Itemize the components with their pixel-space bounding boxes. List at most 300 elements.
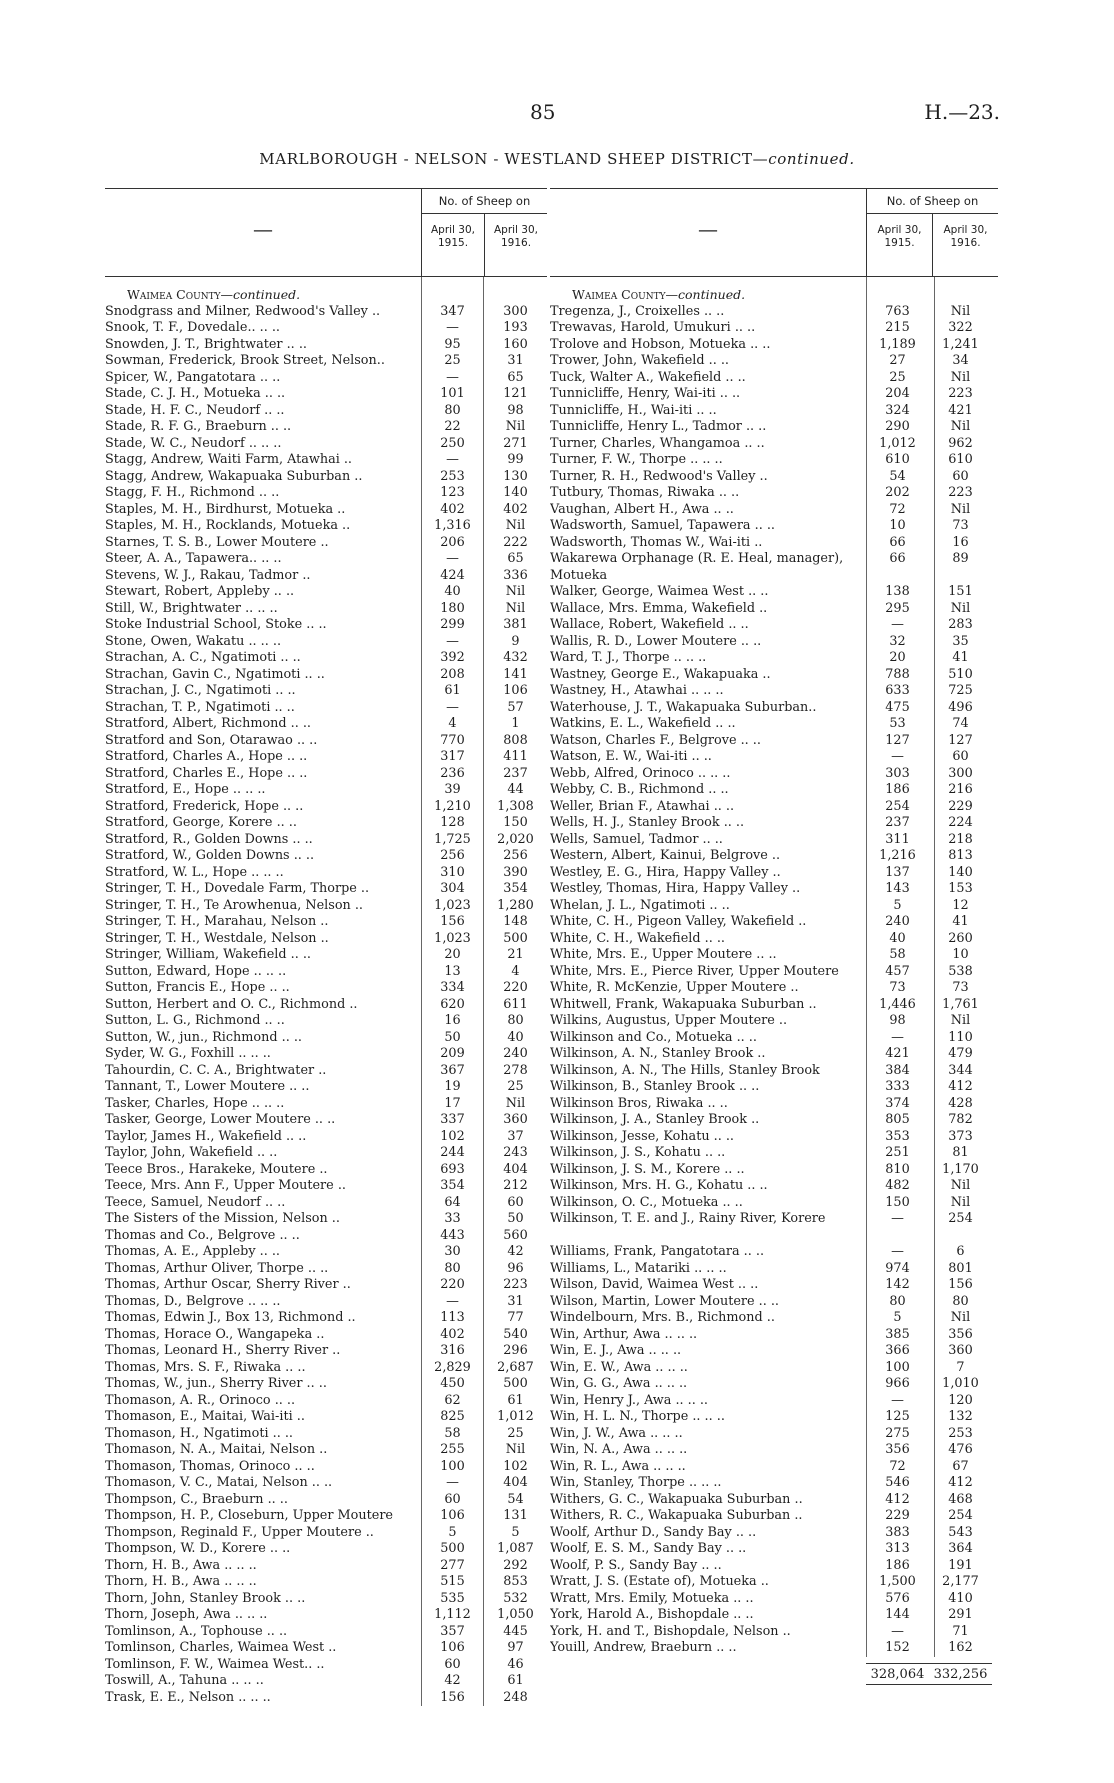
count-1916: Nil xyxy=(950,419,971,434)
count-1916: 99 xyxy=(507,452,524,467)
count-1915: 98 xyxy=(889,1013,906,1028)
owner-name: Wilkinson, Mrs. H. G., Kohatu .. .. xyxy=(550,1178,768,1193)
owner-name: Watkins, E. L., Wakefield .. .. xyxy=(550,716,736,731)
count-1915: 101 xyxy=(440,386,465,401)
owner-name: Stagg, F. H., Richmond .. .. xyxy=(105,485,280,500)
count-1915: 137 xyxy=(885,864,910,880)
table-row xyxy=(550,337,998,354)
owner-name: Thompson, C., Braeburn .. .. xyxy=(105,1491,288,1507)
count-1916: 336 xyxy=(503,567,528,583)
table-row xyxy=(550,386,998,403)
section-heading-suffix: continued. xyxy=(233,287,301,302)
table-row xyxy=(105,551,547,568)
table-row xyxy=(550,1145,998,1162)
owner-name: Williams, Frank, Pangatotara .. .. xyxy=(550,1244,765,1259)
count-1915: 303 xyxy=(885,765,910,781)
count-1916: Nil xyxy=(505,1095,526,1111)
count-1915: 19 xyxy=(444,1079,461,1094)
count-1915: 58 xyxy=(444,1425,461,1441)
count-1915: 152 xyxy=(885,1640,910,1655)
owner-name: Thomason, Thomas, Orinoco .. .. xyxy=(105,1458,315,1474)
table-row xyxy=(105,947,547,964)
count-1916: 611 xyxy=(503,996,528,1012)
table-row xyxy=(105,337,547,354)
section-heading xyxy=(550,287,998,304)
count-1916: 218 xyxy=(948,831,973,847)
count-1916: 243 xyxy=(503,1145,528,1160)
count-1915: 385 xyxy=(885,1326,910,1342)
count-1916: 479 xyxy=(948,1046,973,1061)
owner-name: Thomas, Arthur Oscar, Sherry River .. xyxy=(105,1277,351,1292)
right-table-header xyxy=(550,188,998,277)
owner-name: Wilkinson, J. S. M., Korere .. .. xyxy=(550,1161,745,1177)
owner-name: Thorn, H. B., Awa .. .. .. xyxy=(105,1557,257,1573)
owner-name: Webby, C. B., Richmond .. .. xyxy=(550,782,729,797)
count-1915: 576 xyxy=(885,1590,910,1606)
owner-name: White, Mrs. E., Pierce River, Upper Moutere xyxy=(550,963,839,979)
sheep-count-label: No. of Sheep on xyxy=(422,189,547,214)
count-1916: 496 xyxy=(948,699,973,715)
count-1916: 237 xyxy=(503,765,528,781)
count-1916: 543 xyxy=(948,1524,973,1540)
count-1916: 156 xyxy=(948,1277,973,1292)
count-1915: — xyxy=(446,320,459,335)
count-1916: 402 xyxy=(503,501,528,517)
table-row xyxy=(550,1607,998,1624)
count-1916: 89 xyxy=(952,551,969,566)
table-row xyxy=(105,881,547,898)
table-row xyxy=(550,436,998,453)
count-1915: 383 xyxy=(885,1524,910,1540)
owner-name: Stratford, Frederick, Hope .. .. xyxy=(105,798,304,814)
count-1916: 292 xyxy=(503,1557,528,1573)
count-1916: 25 xyxy=(507,1425,524,1441)
table-row xyxy=(105,1079,547,1096)
count-1915: 106 xyxy=(440,1640,465,1655)
owner-name: Wilkinson, A. N., The Hills, Stanley Brook xyxy=(550,1062,820,1078)
owner-name: Thomas, Edwin J., Box 13, Richmond .. xyxy=(105,1310,356,1325)
count-1915: 40 xyxy=(444,584,461,599)
count-1915: 206 xyxy=(440,534,465,550)
table-row xyxy=(550,304,998,321)
table-row xyxy=(550,799,998,816)
table-row xyxy=(550,1442,998,1459)
count-1916: 962 xyxy=(948,435,973,451)
owner-name: White, Mrs. E., Upper Moutere .. .. xyxy=(550,947,777,962)
table-row xyxy=(105,832,547,849)
owner-name: Stagg, Andrew, Wakapuaka Suburban .. xyxy=(105,468,363,484)
count-1916: 296 xyxy=(503,1343,528,1358)
table-row xyxy=(105,502,547,519)
count-1916: 220 xyxy=(503,980,528,995)
count-1916: 354 xyxy=(503,881,528,896)
count-1916: 381 xyxy=(503,617,528,632)
sheep-count-header xyxy=(866,189,998,276)
count-1915: 32 xyxy=(889,633,906,649)
count-1916: 364 xyxy=(948,1541,973,1556)
owner-name: Tuck, Walter A., Wakefield .. .. xyxy=(550,369,746,385)
count-1915: 610 xyxy=(885,452,910,467)
document-reference: H.—23. xyxy=(924,100,1000,124)
count-1916: 445 xyxy=(503,1623,528,1639)
count-1916: 41 xyxy=(952,914,969,929)
owner-name: Strachan, A. C., Ngatimoti .. .. xyxy=(105,650,301,665)
count-1916: 96 xyxy=(507,1260,524,1276)
count-1916: 61 xyxy=(507,1392,524,1408)
count-1916: 2,020 xyxy=(497,831,534,847)
count-1915: 138 xyxy=(885,584,910,599)
count-1915: 125 xyxy=(885,1409,910,1424)
table-row xyxy=(550,1558,998,1575)
name-column-header: — xyxy=(253,217,273,241)
count-1916: Nil xyxy=(950,1178,971,1193)
count-1916: 120 xyxy=(948,1392,973,1408)
count-1916: 300 xyxy=(503,303,528,319)
table-row xyxy=(105,1591,547,1608)
table-row xyxy=(550,1360,998,1377)
count-1916: 356 xyxy=(948,1326,973,1342)
count-1916: 140 xyxy=(948,864,973,880)
count-1916: 4 xyxy=(511,963,520,979)
count-1916: 532 xyxy=(503,1590,528,1606)
count-1916: 1,050 xyxy=(497,1607,534,1622)
count-1915: 825 xyxy=(440,1409,465,1424)
totals-row xyxy=(550,1663,998,1685)
owner-name: Tregenza, J., Croixelles .. .. xyxy=(550,303,725,319)
count-1916: 1,010 xyxy=(942,1376,979,1391)
count-1916: 6 xyxy=(956,1244,965,1259)
owner-name: Wells, Samuel, Tadmor .. .. xyxy=(550,831,723,847)
owner-name: White, C. H., Pigeon Valley, Wakefield .. xyxy=(550,914,807,929)
count-1915: — xyxy=(891,1244,904,1259)
count-1916: 60 xyxy=(952,749,969,764)
count-1916: 2,177 xyxy=(942,1574,979,1589)
owner-name: Win, N. A., Awa .. .. .. xyxy=(550,1442,688,1457)
owner-name: Thomas, Horace O., Wangapeka .. xyxy=(105,1326,325,1342)
owner-name: Stratford, R., Golden Downs .. .. xyxy=(105,831,313,847)
owner-name: Thomason, N. A., Maitai, Nelson .. xyxy=(105,1442,328,1457)
count-1916: 191 xyxy=(948,1557,973,1573)
count-1916: 248 xyxy=(503,1689,528,1705)
table-row xyxy=(105,997,547,1014)
owner-name: Wastney, H., Atawhai .. .. .. xyxy=(550,683,724,698)
owner-name: Withers, G. C., Wakapuaka Suburban .. xyxy=(550,1491,803,1507)
owner-name: Wastney, George E., Wakapuaka .. xyxy=(550,666,771,682)
table-row xyxy=(105,568,547,585)
count-1916: 404 xyxy=(503,1161,528,1177)
owner-name: Wallace, Mrs. Emma, Wakefield .. xyxy=(550,600,768,616)
count-1916: 2,687 xyxy=(497,1359,534,1375)
count-1916: 132 xyxy=(948,1409,973,1424)
count-1916: 37 xyxy=(507,1128,524,1144)
count-1915: 10 xyxy=(889,518,906,533)
count-1915: 475 xyxy=(885,699,910,715)
owner-name: Trewavas, Harold, Umukuri .. .. xyxy=(550,320,756,335)
table-row xyxy=(550,551,998,584)
owner-name: Turner, F. W., Thorpe .. .. .. xyxy=(550,452,723,467)
table-row xyxy=(105,535,547,552)
table-row xyxy=(105,1376,547,1393)
count-1915: — xyxy=(891,1029,904,1045)
count-1916: 81 xyxy=(952,1145,969,1160)
owner-name: Toswill, A., Tahuna .. .. .. xyxy=(105,1673,264,1688)
table-row xyxy=(550,1079,998,1096)
count-1916: 1,170 xyxy=(942,1161,979,1177)
table-row xyxy=(105,1244,547,1261)
count-1916: 31 xyxy=(507,353,524,368)
owner-name: Steer, A. A., Tapawera.. .. .. xyxy=(105,551,282,566)
table-row xyxy=(550,1277,998,1294)
count-1915: 402 xyxy=(440,501,465,517)
table-row xyxy=(105,1624,547,1641)
count-1915: 5 xyxy=(893,1310,902,1325)
count-1916: 193 xyxy=(503,320,528,335)
count-1916: 42 xyxy=(507,1244,524,1259)
table-row xyxy=(105,1360,547,1377)
owner-name: Tomlinson, F. W., Waimea West.. .. xyxy=(105,1656,325,1672)
count-1915: 316 xyxy=(440,1343,465,1358)
count-1916: 73 xyxy=(952,980,969,995)
count-1915: 763 xyxy=(885,303,910,319)
count-1915: 20 xyxy=(889,650,906,665)
table-row xyxy=(550,1525,998,1542)
count-1915: 974 xyxy=(885,1260,910,1276)
owner-name: Staples, M. H., Birdhurst, Motueka .. xyxy=(105,501,346,517)
count-1916: 428 xyxy=(948,1095,973,1111)
count-1915: 366 xyxy=(885,1343,910,1358)
owner-name: Thomason, V. C., Matai, Nelson .. .. xyxy=(105,1475,333,1490)
count-1916: 148 xyxy=(503,914,528,929)
table-row xyxy=(105,634,547,651)
table-row xyxy=(105,1063,547,1080)
owner-name: Thomas, W., jun., Sherry River .. .. xyxy=(105,1376,327,1391)
count-1916: Nil xyxy=(505,600,526,616)
count-1916: 432 xyxy=(503,650,528,665)
count-1915: — xyxy=(891,1211,904,1226)
owner-name: Thompson, W. D., Korere .. .. xyxy=(105,1541,291,1556)
count-1916: Nil xyxy=(505,584,526,599)
count-1915: 374 xyxy=(885,1095,910,1111)
count-1916: 73 xyxy=(952,518,969,533)
count-1916: 80 xyxy=(507,1013,524,1028)
table-row xyxy=(550,1195,998,1212)
owner-name: The Sisters of the Mission, Nelson .. xyxy=(105,1211,340,1226)
count-1915: 27 xyxy=(889,353,906,368)
table-row xyxy=(105,766,547,783)
table-row xyxy=(550,1294,998,1311)
count-1915: 113 xyxy=(440,1310,465,1325)
count-1915: 95 xyxy=(444,336,461,352)
count-1916: 102 xyxy=(503,1458,528,1474)
count-1916: 404 xyxy=(503,1475,528,1490)
table-row xyxy=(105,320,547,337)
count-1915: 295 xyxy=(885,600,910,616)
count-1915: 1,189 xyxy=(879,336,916,352)
count-1915: 220 xyxy=(440,1277,465,1292)
count-1916: 16 xyxy=(952,534,969,550)
count-1915: 30 xyxy=(444,1244,461,1259)
owner-name: Thorn, John, Stanley Brook .. .. xyxy=(105,1590,306,1606)
owner-name: Teece, Samuel, Neudorf .. .. xyxy=(105,1194,286,1210)
table-row xyxy=(550,650,998,667)
count-1915: 100 xyxy=(440,1458,465,1474)
count-1915: 353 xyxy=(885,1128,910,1144)
owner-name: Turner, R. H., Redwood's Valley .. xyxy=(550,468,768,484)
count-1916: 162 xyxy=(948,1640,973,1655)
count-1916: 278 xyxy=(503,1062,528,1078)
count-1916: Nil xyxy=(950,1013,971,1028)
count-1915: 80 xyxy=(889,1293,906,1309)
table-row xyxy=(550,667,998,684)
count-1916: 253 xyxy=(948,1425,973,1441)
count-1916: 57 xyxy=(507,699,524,715)
count-1916: 256 xyxy=(503,848,528,863)
table-row xyxy=(105,485,547,502)
owner-name: Woolf, Arthur D., Sandy Bay .. .. xyxy=(550,1524,757,1540)
owner-name: Stringer, T. H., Dovedale Farm, Thorpe .. xyxy=(105,881,370,896)
count-1915: 144 xyxy=(885,1607,910,1622)
table-row xyxy=(105,914,547,931)
table-row xyxy=(550,1640,998,1657)
count-1916: 412 xyxy=(948,1079,973,1094)
owner-name: White, R. McKenzie, Upper Moutere .. xyxy=(550,980,799,995)
count-1916: 360 xyxy=(948,1343,973,1358)
count-1915: 290 xyxy=(885,419,910,434)
count-1915: 22 xyxy=(444,419,461,434)
count-1915: 13 xyxy=(444,963,461,979)
table-row xyxy=(105,1046,547,1063)
owner-name: Thomas, D., Belgrove .. .. .. xyxy=(105,1293,281,1309)
count-1915: 633 xyxy=(885,683,910,698)
owner-name: Tunnicliffe, Henry, Wai-iti .. .. xyxy=(550,386,741,401)
count-1916: 60 xyxy=(507,1194,524,1210)
count-1915: 810 xyxy=(885,1161,910,1177)
owner-name: Westley, E. G., Hira, Happy Valley .. xyxy=(550,864,781,880)
table-row xyxy=(550,749,998,766)
count-1915: 770 xyxy=(440,732,465,748)
count-1916: 373 xyxy=(948,1128,973,1144)
table-row xyxy=(105,980,547,997)
owner-name: Thorn, Joseph, Awa .. .. .. xyxy=(105,1607,268,1622)
count-1916: 97 xyxy=(507,1640,524,1655)
table-row xyxy=(550,502,998,519)
table-row xyxy=(105,865,547,882)
count-1915: 5 xyxy=(448,1524,457,1540)
count-1915: 384 xyxy=(885,1062,910,1078)
owner-name: Tannant, T., Lower Moutere .. .. xyxy=(105,1079,310,1094)
owner-name: Thomas, Mrs. S. F., Riwaka .. .. xyxy=(105,1359,306,1375)
owner-name: Wilkinson, O. C., Motueka .. .. xyxy=(550,1194,743,1210)
count-1916: 410 xyxy=(948,1590,973,1606)
count-1915: 515 xyxy=(440,1574,465,1589)
owner-name: Wilson, Martin, Lower Moutere .. .. xyxy=(550,1293,780,1309)
count-1915: 443 xyxy=(440,1227,465,1243)
table-row xyxy=(550,1244,998,1261)
count-1915: 357 xyxy=(440,1623,465,1639)
count-1916: 610 xyxy=(948,452,973,467)
table-row xyxy=(105,1178,547,1195)
table-row xyxy=(105,584,547,601)
owner-name: Stratford, Charles E., Hope .. .. xyxy=(105,765,308,781)
count-1915: 128 xyxy=(440,815,465,830)
count-1915: 53 xyxy=(889,716,906,731)
count-1916: 222 xyxy=(503,534,528,550)
count-1915: 324 xyxy=(885,402,910,418)
owner-name: Still, W., Brightwater .. .. .. xyxy=(105,600,278,616)
count-1916: 223 xyxy=(948,485,973,500)
count-1915: 1,023 xyxy=(434,930,471,946)
count-1915: 72 xyxy=(889,1458,906,1474)
owner-name: Wadsworth, Thomas W., Wai-iti .. xyxy=(550,534,763,550)
owner-name: Windelbourn, Mrs. B., Richmond .. xyxy=(550,1310,775,1325)
owner-name: Wilkinson, B., Stanley Brook .. .. xyxy=(550,1079,760,1094)
table-row xyxy=(550,1492,998,1509)
owner-name: Stratford, George, Korere .. .. xyxy=(105,815,297,830)
table-row xyxy=(105,1211,547,1228)
count-1915: 535 xyxy=(440,1590,465,1606)
count-1915: 142 xyxy=(885,1277,910,1292)
owner-name: Weller, Brian F., Atawhai .. .. xyxy=(550,798,735,814)
count-1915: — xyxy=(891,1623,904,1639)
total-1916: 332,256 xyxy=(929,1663,992,1685)
owner-name: Stone, Owen, Wakatu .. .. .. xyxy=(105,633,282,649)
table-row xyxy=(550,1327,998,1344)
table-row xyxy=(105,1343,547,1360)
count-1915: 62 xyxy=(444,1392,461,1408)
count-1916: 322 xyxy=(948,320,973,335)
owner-name: Stringer, William, Wakefield .. .. xyxy=(105,947,311,962)
count-1915: 354 xyxy=(440,1178,465,1193)
owner-name: Wilson, David, Waimea West .. .. xyxy=(550,1277,759,1292)
count-1915: 60 xyxy=(444,1491,461,1507)
owner-name: Tomlinson, Charles, Waimea West .. xyxy=(105,1640,337,1655)
owner-name: Strachan, T. P., Ngatimoti .. .. xyxy=(105,699,295,715)
owner-name: Thomas and Co., Belgrove .. .. xyxy=(105,1227,300,1243)
owner-name: Ward, T. J., Thorpe .. .. .. xyxy=(550,650,707,665)
owner-name: Wratt, J. S. (Estate of), Motueka .. xyxy=(550,1574,769,1589)
table-row xyxy=(550,683,998,700)
owner-name: Win, E. W., Awa .. .. .. xyxy=(550,1359,688,1375)
table-row xyxy=(550,865,998,882)
count-1915: 805 xyxy=(885,1112,910,1127)
count-1916: 224 xyxy=(948,815,973,830)
owner-name: Woolf, P. S., Sandy Bay .. .. xyxy=(550,1557,722,1573)
table-row xyxy=(105,1129,547,1146)
table-row xyxy=(105,749,547,766)
count-1916: 151 xyxy=(948,584,973,599)
table-row xyxy=(550,1343,998,1360)
owner-name: Watson, Charles F., Belgrove .. .. xyxy=(550,732,761,748)
count-1916: 468 xyxy=(948,1491,973,1507)
owner-name: Stringer, T. H., Westdale, Nelson .. xyxy=(105,930,329,946)
page-title xyxy=(0,150,1114,168)
count-1916: 71 xyxy=(952,1623,969,1639)
count-1916: 130 xyxy=(503,468,528,484)
table-row xyxy=(550,1030,998,1047)
count-1915: 80 xyxy=(444,402,461,418)
owner-name: Win, E. J., Awa .. .. .. xyxy=(550,1343,682,1358)
count-1915: 20 xyxy=(444,947,461,962)
count-1916: Nil xyxy=(950,369,971,385)
count-1915: 1,500 xyxy=(879,1574,916,1589)
count-1916: 1,280 xyxy=(497,897,534,913)
table-row xyxy=(105,617,547,634)
table-row xyxy=(105,733,547,750)
count-1915: 421 xyxy=(885,1046,910,1061)
table-row xyxy=(105,1145,547,1162)
table-row xyxy=(105,386,547,403)
owner-name: Syder, W. G., Foxhill .. .. .. xyxy=(105,1046,271,1061)
